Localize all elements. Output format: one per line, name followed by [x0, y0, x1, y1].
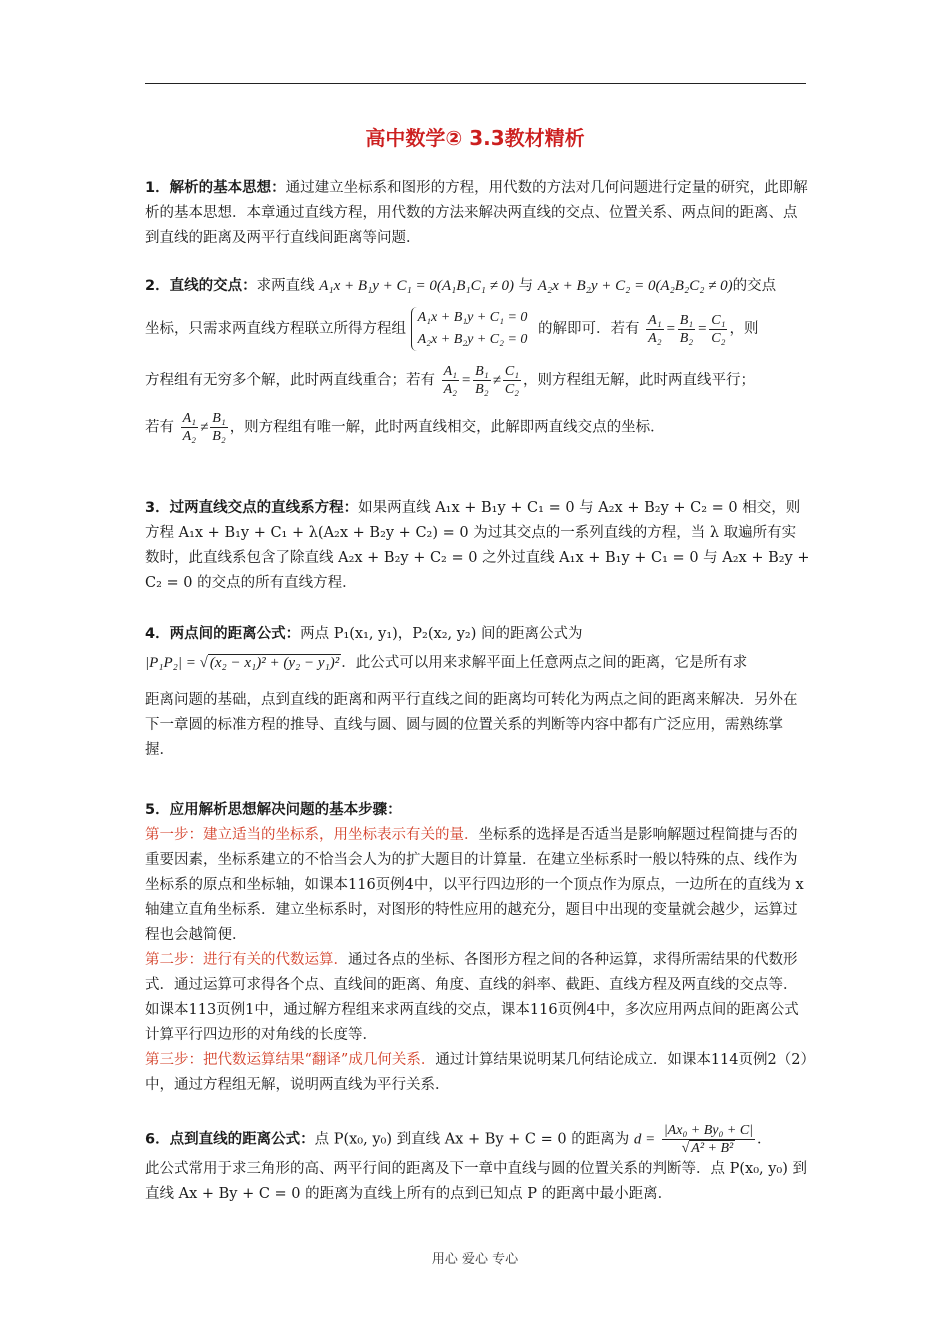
section-2-line-2: [145, 307, 810, 351]
equation-system: [411, 307, 534, 351]
fraction-c: [709, 312, 727, 347]
not-equal-sign: ≠: [200, 419, 209, 436]
section-1-heading: 1．解析的基本思想：: [145, 180, 286, 196]
system-equation-1: A₁x + B₁y + C₁ = 0: [417, 310, 528, 325]
line-equation-1: A₁x + B₁y + C₁ = 0(A₁B₁C₁ ≠ 0): [319, 278, 515, 294]
section-4-line-2: |P₁P₂| = √ (x₂ − x₁)² + (y₂ − y₁)² ．此公式可以用来求解平面上任意两点之间的距离，它是所有求: [145, 655, 748, 671]
section-5-heading: 5．应用解析思想解决问题的基本步骤：: [145, 802, 402, 818]
point-line-distance-fraction: [662, 1122, 755, 1157]
section-4-heading: 4．两点间的距离公式：: [145, 626, 301, 642]
section-1-text: 通过建立坐标系和图形的方程，用代数的方法对几何问题进行定量的研究，此即解析的基本思想．本章通过直线方程，用代数的方法来解决两直线的交点、位置关系、两点间的距离、点到直线的距离及两平行直线间距离等问题．: [145, 180, 808, 246]
step-2-title: 第二步：进行有关的代数运算．: [145, 952, 348, 968]
section-2-text: ，则方程组无解，此时两直线平行；: [523, 372, 756, 389]
fraction-denominator: B₂: [679, 330, 694, 346]
fraction-numerator: A₁: [182, 411, 197, 426]
fraction-b: [473, 363, 490, 398]
fraction-denominator: √ A² + B²: [681, 1141, 734, 1156]
fraction-a: [181, 410, 198, 445]
page-title: 高中数学② 3.3教材精析: [365, 126, 585, 150]
section-6-text-block: 此公式常用于求三角形的高、两平行间的距离及下一章中直线与圆的位置关系的判断等．点 P(x₀, y₀) 到直线 Ax + By + C = 0 的距离为直线上所有的点到已知点 P 的距离中最小距离．: [145, 1161, 807, 1202]
distance-symbol: d =: [633, 1131, 656, 1148]
step-2-text: 通过各点的坐标、各图形方程之间的各种运算，求得所需结果的代数形式．通过运算可求得各个点、直线间的距离、角度、直线的斜率、截距、直线方程及两直线的交点等．如课本113页例1中，通过解方程组来求两直线的交点，课本116页例4中，多次应用两点间的距离公式计算平行四边形的对角线的长度等．: [145, 952, 799, 1043]
distance-formula-radicand: (x₂ − x₁)² + (y₂ − y₁)²: [209, 655, 340, 671]
section-4-line-1: [145, 622, 810, 647]
section-6-text: 点 P(x₀, y₀) 到直线 Ax + By + C = 0 的距离为: [314, 1131, 630, 1148]
step-2: [145, 948, 810, 1048]
fraction-b: [678, 312, 695, 347]
step-3: [145, 1048, 810, 1098]
fraction-numerator: B₁: [212, 411, 226, 426]
fraction-denominator: C₂: [711, 330, 726, 346]
line-equation-2: A₂x + B₂y + C₂ = 0(A₂B₂C₂ ≠ 0): [537, 278, 733, 294]
section-3-heading: 3．过两直线交点的直线系方程：: [145, 500, 359, 516]
section-2-text: 求两直线: [256, 278, 315, 294]
section-2-text: 若有: [145, 419, 174, 436]
section-2-line-1: [145, 273, 810, 299]
section-4-text: ．此公式可以用来求解平面上任意两点之间的距离，它是所有求: [341, 655, 748, 671]
page-footer: 用心 爱心 专心: [431, 1252, 519, 1267]
section-3-text: 如果两直线 A₁x + B₁y + C₁ = 0 与 A₂x + B₂y + C₂ = 0 相交，则方程 A₁x + B₁y + C₁ + λ(A₂x + B₂y + C₂) = 0 为过其交点的一系列直线的方程，当 λ 取遍所有实数时，此直线系包含了除直线 A₂x + B₂y + C₂ = 0 之外过直线 A₁x + B₁y + C₁ = 0 与 A₂x + B₂y + C₂ = 0 的交点的所有直线方程．: [145, 500, 810, 591]
fraction-numerator: A₁: [443, 364, 458, 379]
section-4-text-block: 距离问题的基础，点到直线的距离和两平行直线之间的距离均可转化为两点之间的距离来解决．另外在下一章圆的标准方程的推导、直线与圆、圆与圆的位置关系的判断等内容中都有广泛应用，需熟练掌握．: [145, 692, 798, 758]
step-3-text: 通过计算结果说明某几何结论成立．如课本114页例2（2）中，通过方程组无解，说明两直线为平行关系．: [145, 1052, 808, 1093]
system-equation-2: A₂x + B₂y + C₂ = 0: [417, 332, 528, 347]
step-1-text: 坐标系的选择是否适当是影响解题过程简捷与否的重要因素，坐标系建立的不恰当会人为的扩大题目的计算量．在建立坐标系时一般以特殊的点、线作为坐标系的原点和坐标轴，如课本116页例4中，以平行四边形的一个顶点作为原点，一边所在的直线为 x 轴建立直角坐标系．建立坐标系时，对图形的特性应用的越充分，题目中出现的变量就会越少，运算过程也会越简便．: [145, 827, 804, 943]
fraction-b: [210, 410, 227, 445]
fraction-numerator: A₁: [648, 312, 662, 328]
equals-sign: =: [665, 321, 676, 337]
equals-sign: =: [461, 372, 472, 389]
section-2-line-3: [145, 363, 810, 398]
fraction-denominator: A₂: [443, 382, 458, 397]
section-2-heading: 2．直线的交点：: [145, 278, 257, 294]
not-equal-sign: ≠: [492, 372, 501, 389]
section-4-text: 两点 P₁(x₁, y₁)，P₂(x₂, y₂) 间的距离公式为: [300, 626, 583, 642]
step-3-title: 第三步：把代数运算结果“翻译”成几何关系．: [145, 1052, 436, 1068]
section-2-text: ，则方程组有唯一解，此时两直线相交，此解即两直线交点的坐标．: [229, 419, 665, 436]
section-6-text: ．: [757, 1131, 772, 1148]
section-6: [145, 1122, 810, 1207]
fraction-denominator: A₂: [648, 330, 662, 346]
equals-sign: =: [697, 321, 708, 337]
section-6-line-1: [145, 1122, 810, 1157]
section-2-text: 的解即可．若有: [538, 321, 640, 337]
step-1: [145, 823, 810, 948]
section-4: [145, 622, 810, 763]
section-6-heading: 6．点到直线的距离公式：: [145, 1131, 315, 1148]
step-1-title: 第一步：建立适当的坐标系，用坐标表示有关的量．: [145, 827, 479, 843]
section-2-text: ，则: [729, 321, 759, 337]
section-2-text: 方程组有无穷多个解，此时两直线重合；若有: [145, 372, 435, 389]
section-1: [145, 176, 810, 251]
fraction-numerator: B₁: [475, 364, 489, 379]
fraction-numerator: B₁: [679, 312, 694, 328]
section-3: [145, 496, 810, 596]
section-2-text: 与: [518, 278, 534, 294]
fraction-denominator: C₂: [504, 382, 520, 397]
distance-formula-left: |P₁P₂| =: [145, 655, 200, 671]
fraction-denominator: B₂: [212, 429, 226, 444]
section-2-text: 的交点: [732, 278, 777, 294]
fraction-denominator: A₂: [182, 429, 197, 444]
fraction-denominator-radicand: A² + B²: [691, 1141, 734, 1156]
fraction-a: [646, 312, 663, 347]
fraction-numerator: C₁: [504, 364, 520, 379]
section-2-line-4: [145, 410, 810, 445]
section-5: [145, 798, 810, 1098]
fraction-a: [442, 363, 459, 398]
fraction-numerator: C₁: [711, 312, 726, 328]
fraction-numerator: |Ax₀ + By₀ + C|: [663, 1123, 754, 1138]
fraction-denominator: B₂: [475, 382, 489, 397]
section-2: [145, 273, 810, 445]
section-2-text: 坐标，只需求两直线方程联立所得方程组: [145, 321, 406, 337]
header-rule: [145, 83, 806, 84]
fraction-c: [503, 363, 521, 398]
